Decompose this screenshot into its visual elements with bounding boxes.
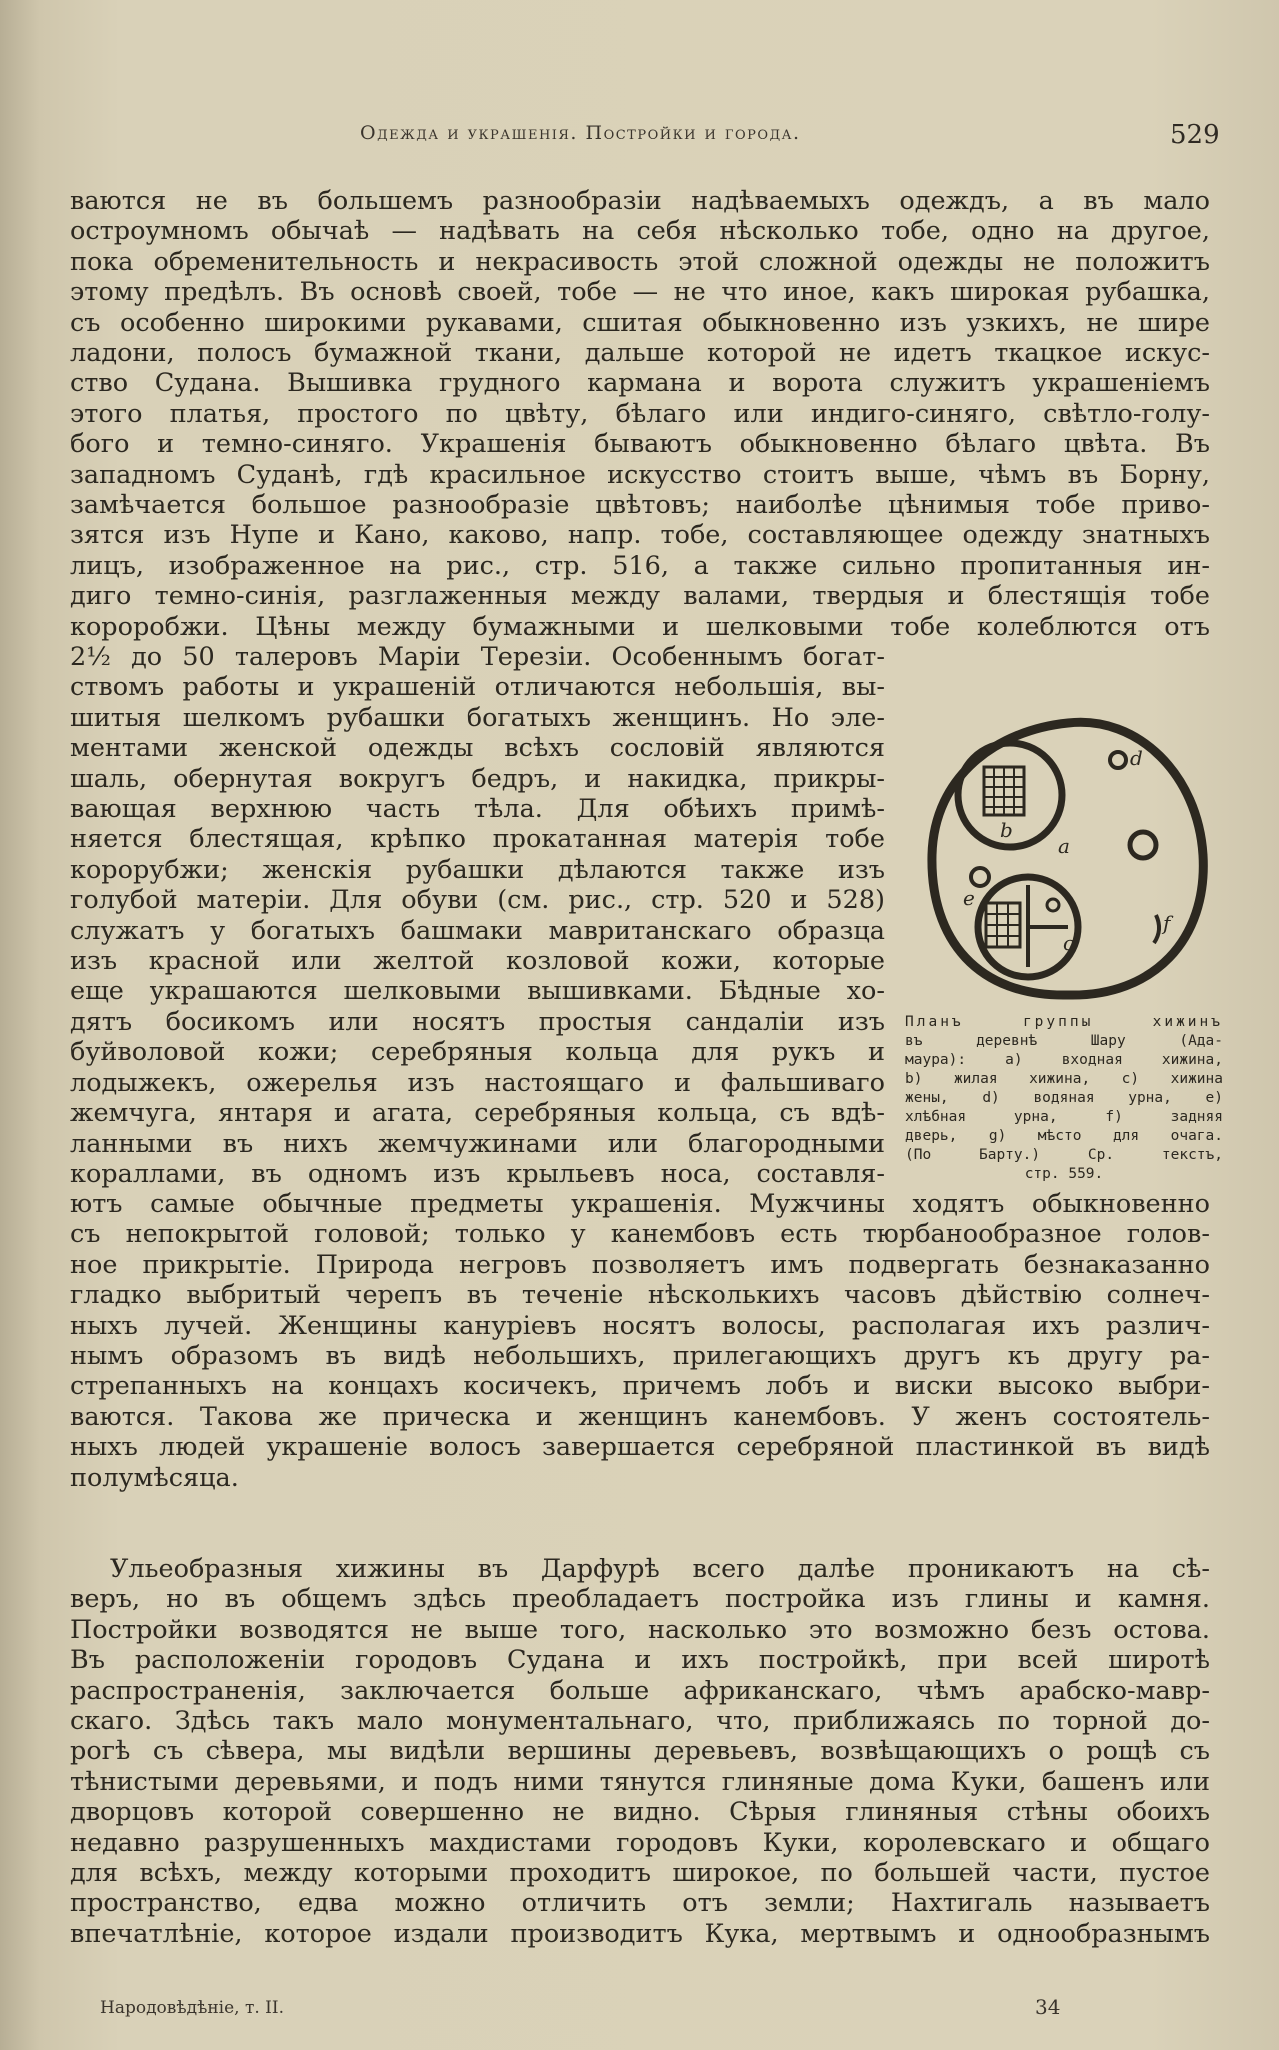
paragraph-3 — [70, 1554, 1210, 1949]
text-line: ное прикрытіе. Природа негровъ позволяетъ имъ подвергать безнаказанно — [70, 1249, 1210, 1280]
text-line: ныхъ людей украшеніе волосъ завершается серебряной пластинкой въ видѣ — [70, 1432, 1210, 1463]
caption-line: b) жилая хижина, c) хижина — [905, 1071, 1223, 1087]
text-line: еще украшаются шелковыми вышивками. Бѣдные хо- — [70, 976, 885, 1007]
text-line: буйволовой кожи; серебряныя кольца для рукъ и — [70, 1037, 885, 1068]
text-line: 2½ до 50 талеровъ Маріи Терезіи. Особеннымъ богат- — [70, 642, 885, 672]
text-line: пространство, едва можно отличить отъ земли; Нахтигаль называетъ — [70, 1888, 1210, 1919]
text-line: корорубжи; женскія рубашки дѣлаются также изъ — [70, 854, 885, 885]
page-number: 529 — [1170, 120, 1220, 150]
paragraph-2 — [70, 1189, 1210, 1493]
caption-line: въ деревнѣ Шару (Ада- — [905, 1033, 1223, 1049]
text-line: ваются не въ большемъ разнообразіи надѣваемыхъ одеждъ, а въ мало — [70, 186, 1210, 216]
text-line: этому предѣлъ. Въ основѣ своей, тобе — не что иное, какъ широкая рубашка, — [70, 277, 1210, 308]
text-line: вающая верхнюю часть тѣла. Для обѣихъ примѣ- — [70, 794, 885, 825]
text-line: няется блестящая, крѣпко прокатанная матерія тобе — [70, 824, 885, 855]
caption-line: Планъ группы хижинъ — [905, 1014, 1223, 1030]
text-line: съ особенно широкими рукавами, сшитая обыкновенно изъ узкихъ, не шире — [70, 307, 1210, 338]
text-line: пока обременительность и некрасивость этой сложной одежды не положитъ — [70, 246, 1210, 277]
text-line: Постройки возводятся не выше того, насколько это возможно безъ остова. — [70, 1614, 1210, 1645]
text-line: съ непокрытой головой; только у канембовъ есть тюрбанообразное голов- — [70, 1219, 1210, 1250]
text-line: зятся изъ Нупе и Кано, каково, напр. тобе, составляющее одежду знатныхъ — [70, 520, 1210, 551]
hearth-g — [1130, 832, 1156, 858]
text-line: гладко выбритый черепъ въ теченіе нѣсколькихъ часовъ дѣйствію солнеч- — [70, 1280, 1210, 1311]
figure-label: a — [1058, 834, 1070, 858]
text-line: лодыжекъ, ожерелья изъ настоящаго и фальшиваго — [70, 1067, 885, 1098]
running-header: Одежда и украшенія. Постройки и города. — [360, 122, 801, 144]
text-line: ныхъ лучей. Женщины канурiевъ носятъ волосы, располагая ихъ различ- — [70, 1310, 1210, 1341]
figure-caption — [905, 1013, 1223, 1184]
text-line: полумѣсяца. — [70, 1462, 239, 1493]
figure-label: c — [1063, 931, 1075, 955]
text-line: впечатлѣніе, которое издали производитъ Кука, мертвымъ и однообразнымъ — [70, 1918, 1210, 1949]
text-line: ютъ самые обычные предметы украшенія. Мужчины ходятъ обыкновенно — [70, 1189, 1210, 1219]
text-line: для всѣхъ, между которыми проходитъ широкое, по большей части, пустое — [70, 1858, 1210, 1889]
text-line: Ульеобразныя хижины въ Дарфурѣ всего далѣе проникаютъ на сѣ- — [110, 1554, 1210, 1584]
figure-label: b — [1000, 818, 1013, 842]
text-line: жемчуга, янтаря и агата, серебряныя кольца, съ вдѣ- — [70, 1098, 885, 1129]
text-line: ствомъ работы и украшеній отличаются небольшія, вы- — [70, 672, 885, 703]
text-line: Въ расположеніи городовъ Судана и ихъ постройкѣ, при всей широтѣ — [70, 1645, 1210, 1676]
back-door-f — [1154, 915, 1159, 943]
paragraph-1 — [70, 186, 1210, 642]
figure-label: e — [963, 886, 975, 910]
text-line: этого платья, простого по цвѣту, бѣлаго или индиго-синяго, свѣтло-голу- — [70, 398, 1210, 429]
text-line: ваются. Такова же прическа и женщинъ канембовъ. У женъ состоятель- — [70, 1401, 1210, 1432]
text-line: диго темно-синія, разглаженныя между валами, твердыя и блестящія тобе — [70, 581, 1210, 612]
text-line: замѣчается большое разнообразіе цвѣтовъ; наиболѣе цѣнимыя тобе приво- — [70, 490, 1210, 521]
urn-e — [971, 868, 989, 886]
text-line: остроумномъ обычаѣ — надѣвать на себя нѣсколько тобе, одно на другое, — [70, 216, 1210, 247]
text-line: лицъ, изображенное на рис., стр. 516, а также сильно пропитанныя ин- — [70, 550, 1210, 581]
text-line: тѣнистыми деревьями, и подъ ними тянутся глиняные дома Куки, башенъ или — [70, 1766, 1210, 1797]
figure-label: f — [1163, 911, 1171, 935]
caption-line: (По Барту.) Ср. текстъ, — [905, 1147, 1223, 1163]
text-line: изъ красной или желтой козловой кожи, которые — [70, 946, 885, 977]
text-line: бого и темно-синяго. Украшенія бываютъ обыкновенно бѣлаго цвѣта. Въ — [70, 429, 1210, 460]
text-line: стрепанныхъ на концахъ косичекъ, причемъ лобъ и виски высоко выбри- — [70, 1371, 1210, 1402]
figure-label: d — [1130, 746, 1143, 770]
caption-line: стр. 559. — [1024, 1166, 1104, 1182]
text-line: нымъ образомъ въ видѣ небольшихъ, прилегающихъ другъ къ другу ра- — [70, 1341, 1210, 1372]
caption-line: дверь, g) мѣсто для очага. — [905, 1128, 1223, 1144]
text-line: ланными въ нихъ жемчужинами или благородными — [70, 1128, 885, 1159]
urn-d — [1110, 752, 1126, 768]
text-line: ментами женской одежды всѣхъ сословій являются — [70, 733, 885, 764]
column-text — [70, 642, 885, 1189]
text-line: скаго. Здѣсь такъ мало монументальнаго, что, приближаясь по торной до- — [70, 1706, 1210, 1737]
footer-book-title: Народовѣдѣніе, т. II. — [100, 1998, 285, 2018]
caption-line: маура): a) входная хижина, — [905, 1052, 1223, 1068]
caption-line: хлѣбная урна, f) задняя — [905, 1109, 1223, 1125]
caption-line: жены, d) водяная урна, e) — [905, 1090, 1223, 1106]
hut-group-plan-figure — [918, 705, 1218, 1005]
hut-c-pot — [1047, 899, 1059, 911]
text-line: рогѣ съ сѣвера, мы видѣли вершины деревьевъ, возвѣщающихъ о рощѣ съ — [70, 1736, 1210, 1767]
text-line: ство Судана. Вышивка грудного кармана и ворота служитъ украшеніемъ — [70, 368, 1210, 399]
text-line: дятъ босикомъ или носятъ простыя сандаліи изъ — [70, 1006, 885, 1037]
text-line: шаль, обернутая вокругъ бедръ, и накидка, прикры- — [70, 763, 885, 794]
footer-signature-number: 34 — [1035, 1995, 1061, 2019]
text-line: голубой матеріи. Для обуви (см. рис., стр. 520 и 528) — [70, 885, 885, 916]
text-line: распространенія, заключается больше африканскаго, чѣмъ арабско-мавр- — [70, 1675, 1210, 1706]
text-line: кораллами, въ одномъ изъ крыльевъ носа, составля- — [70, 1158, 885, 1189]
text-line: дворцовъ которой совершенно не видно. Сѣрыя глиняныя стѣны обоихъ — [70, 1797, 1210, 1828]
text-line: шитыя шелкомъ рубашки богатыхъ женщинъ. Но эле- — [70, 702, 885, 733]
text-line: служатъ у богатыхъ башмаки мавританскаго образца — [70, 915, 885, 946]
text-line: недавно разрушенныхъ махдистами городовъ Куки, королевскаго и общаго — [70, 1827, 1210, 1858]
text-line: западномъ Суданѣ, гдѣ красильное искусство стоитъ выше, чѣмъ въ Борну, — [70, 459, 1210, 490]
text-line: короробжи. Цѣны между бумажными и шелковыми тобе колеблются отъ — [70, 611, 1210, 642]
text-line: веръ, но въ общемъ здѣсь преобладаетъ постройка изъ глины и камня. — [70, 1584, 1210, 1615]
text-line: ладони, полосъ бумажной ткани, дальше которой не идетъ ткацкое искус- — [70, 338, 1210, 369]
